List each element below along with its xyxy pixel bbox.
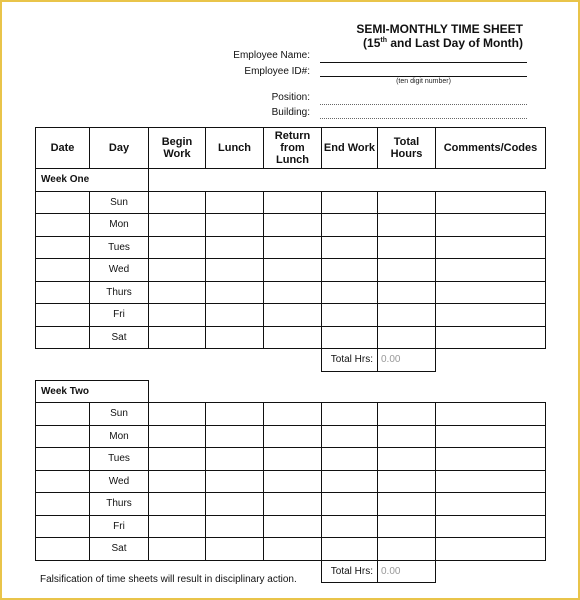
end-work-cell[interactable] — [322, 281, 378, 304]
total-hours-cell[interactable] — [378, 236, 436, 259]
total-hours-cell[interactable] — [378, 493, 436, 516]
total-hours-cell[interactable] — [378, 259, 436, 282]
total-hours-cell[interactable] — [378, 538, 436, 561]
employee-id-hint: (ten digit number) — [396, 78, 451, 85]
end-work-cell[interactable] — [322, 403, 378, 426]
return-from-lunch-cell[interactable] — [264, 304, 322, 327]
title-line-1: SEMI-MONTHLY TIME SHEET — [356, 22, 523, 36]
col-comments: Comments/Codes — [436, 128, 546, 169]
total-hours-cell[interactable] — [378, 281, 436, 304]
begin-work-cell[interactable] — [149, 403, 206, 426]
return-from-lunch-cell[interactable] — [264, 515, 322, 538]
day-label: Fri — [90, 304, 149, 327]
return-from-lunch-cell[interactable] — [264, 425, 322, 448]
total-hours-cell[interactable] — [378, 448, 436, 471]
lunch-cell[interactable] — [206, 493, 264, 516]
return-from-lunch-cell[interactable] — [264, 538, 322, 561]
date-cell[interactable] — [36, 448, 90, 471]
lunch-cell[interactable] — [206, 470, 264, 493]
total-hrs-label: Total Hrs: — [322, 349, 378, 372]
table-header-row — [36, 128, 546, 169]
week-label: Week One — [36, 169, 149, 192]
table-row — [36, 281, 546, 304]
total-hours-cell[interactable] — [378, 191, 436, 214]
comments-cell[interactable] — [436, 515, 546, 538]
end-work-cell[interactable] — [322, 470, 378, 493]
return-from-lunch-cell[interactable] — [264, 281, 322, 304]
week-label-spacer — [149, 380, 546, 403]
day-label: Tues — [90, 236, 149, 259]
col-end-work: End Work — [322, 128, 378, 169]
begin-work-cell[interactable] — [149, 304, 206, 327]
day-label: Wed — [90, 470, 149, 493]
table-row — [36, 538, 546, 561]
begin-work-cell[interactable] — [149, 281, 206, 304]
begin-work-cell[interactable] — [149, 259, 206, 282]
table-row — [36, 425, 546, 448]
date-cell[interactable] — [36, 191, 90, 214]
col-return-from-lunch: Return from Lunch — [264, 128, 322, 169]
comments-cell[interactable] — [436, 425, 546, 448]
comments-cell[interactable] — [436, 403, 546, 426]
table-row — [36, 236, 546, 259]
end-work-cell[interactable] — [322, 538, 378, 561]
end-work-cell[interactable] — [322, 214, 378, 237]
begin-work-cell[interactable] — [149, 214, 206, 237]
total-hours-cell[interactable] — [378, 470, 436, 493]
lunch-cell[interactable] — [206, 515, 264, 538]
col-day: Day — [90, 128, 149, 169]
return-from-lunch-cell[interactable] — [264, 259, 322, 282]
sheet-title — [356, 22, 523, 50]
title-line-2-pre: (15 — [363, 36, 381, 50]
day-label: Sat — [90, 538, 149, 561]
employee-name-field[interactable] — [320, 62, 527, 63]
begin-work-cell[interactable] — [149, 448, 206, 471]
date-cell[interactable] — [36, 281, 90, 304]
end-work-cell[interactable] — [322, 236, 378, 259]
totals-spacer-right — [436, 560, 546, 583]
day-label: Fri — [90, 515, 149, 538]
return-from-lunch-cell[interactable] — [264, 470, 322, 493]
date-cell[interactable] — [36, 236, 90, 259]
col-begin-work: Begin Work — [149, 128, 206, 169]
col-lunch: Lunch — [206, 128, 264, 169]
day-label: Thurs — [90, 493, 149, 516]
week-gap-row — [36, 371, 546, 380]
total-hours-cell[interactable] — [378, 425, 436, 448]
total-hours-cell[interactable] — [378, 304, 436, 327]
return-from-lunch-cell[interactable] — [264, 214, 322, 237]
employee-id-field[interactable] — [320, 76, 527, 77]
comments-cell[interactable] — [436, 304, 546, 327]
title-line-2 — [356, 36, 523, 50]
week-label-row — [36, 169, 546, 192]
comments-cell[interactable] — [436, 493, 546, 516]
end-work-cell[interactable] — [322, 448, 378, 471]
day-label: Mon — [90, 214, 149, 237]
begin-work-cell[interactable] — [149, 326, 206, 349]
lunch-cell[interactable] — [206, 448, 264, 471]
end-work-cell[interactable] — [322, 259, 378, 282]
day-label: Tues — [90, 448, 149, 471]
day-label: Sun — [90, 191, 149, 214]
week-label-row — [36, 380, 546, 403]
begin-work-cell[interactable] — [149, 191, 206, 214]
comments-cell[interactable] — [436, 236, 546, 259]
lunch-cell[interactable] — [206, 214, 264, 237]
date-cell[interactable] — [36, 493, 90, 516]
end-work-cell[interactable] — [322, 304, 378, 327]
end-work-cell[interactable] — [322, 493, 378, 516]
total-hrs-label: Total Hrs: — [322, 560, 378, 583]
table-row — [36, 493, 546, 516]
building-field[interactable] — [320, 118, 527, 119]
day-label: Thurs — [90, 281, 149, 304]
begin-work-cell[interactable] — [149, 515, 206, 538]
date-cell[interactable] — [36, 425, 90, 448]
comments-cell[interactable] — [436, 214, 546, 237]
day-label: Sat — [90, 326, 149, 349]
day-label: Sun — [90, 403, 149, 426]
time-sheet-table — [35, 127, 546, 583]
begin-work-cell[interactable] — [149, 538, 206, 561]
total-hours-cell[interactable] — [378, 515, 436, 538]
lunch-cell[interactable] — [206, 425, 264, 448]
totals-spacer-right — [436, 349, 546, 372]
comments-cell[interactable] — [436, 326, 546, 349]
title-line-2-post: and Last Day of Month) — [387, 36, 523, 50]
table-row — [36, 259, 546, 282]
date-cell[interactable] — [36, 304, 90, 327]
table-row — [36, 191, 546, 214]
total-hrs-value[interactable]: 0.00 — [378, 560, 436, 583]
week-label: Week Two — [36, 380, 149, 403]
total-hours-cell[interactable] — [378, 403, 436, 426]
date-cell[interactable] — [36, 326, 90, 349]
lunch-cell[interactable] — [206, 326, 264, 349]
return-from-lunch-cell[interactable] — [264, 448, 322, 471]
lunch-cell[interactable] — [206, 281, 264, 304]
end-work-cell[interactable] — [322, 515, 378, 538]
position-field[interactable] — [320, 104, 527, 105]
comments-cell[interactable] — [436, 281, 546, 304]
employee-name-label: Employee Name: — [233, 50, 310, 61]
lunch-cell[interactable] — [206, 236, 264, 259]
table-row — [36, 403, 546, 426]
lunch-cell[interactable] — [206, 304, 264, 327]
return-from-lunch-cell[interactable] — [264, 236, 322, 259]
return-from-lunch-cell[interactable] — [264, 493, 322, 516]
week-label-spacer — [149, 169, 546, 192]
begin-work-cell[interactable] — [149, 425, 206, 448]
lunch-cell[interactable] — [206, 259, 264, 282]
table-body — [36, 169, 546, 583]
date-cell[interactable] — [36, 515, 90, 538]
totals-spacer — [36, 349, 322, 372]
table-row — [36, 326, 546, 349]
comments-cell[interactable] — [436, 538, 546, 561]
col-total-hours: Total Hours — [378, 128, 436, 169]
end-work-cell[interactable] — [322, 425, 378, 448]
table-row — [36, 304, 546, 327]
date-cell[interactable] — [36, 214, 90, 237]
table-row — [36, 214, 546, 237]
comments-cell[interactable] — [436, 448, 546, 471]
comments-cell[interactable] — [436, 259, 546, 282]
day-label: Mon — [90, 425, 149, 448]
total-hours-cell[interactable] — [378, 326, 436, 349]
table-row — [36, 515, 546, 538]
lunch-cell[interactable] — [206, 403, 264, 426]
position-label: Position: — [271, 92, 310, 103]
date-cell[interactable] — [36, 259, 90, 282]
return-from-lunch-cell[interactable] — [264, 191, 322, 214]
table-row — [36, 470, 546, 493]
begin-work-cell[interactable] — [149, 470, 206, 493]
end-work-cell[interactable] — [322, 326, 378, 349]
week-gap — [36, 371, 546, 380]
building-label: Building: — [271, 107, 310, 118]
col-date: Date — [36, 128, 90, 169]
total-hours-cell[interactable] — [378, 214, 436, 237]
date-cell[interactable] — [36, 403, 90, 426]
begin-work-cell[interactable] — [149, 493, 206, 516]
comments-cell[interactable] — [436, 191, 546, 214]
title-line-2-sup: th — [380, 37, 387, 44]
begin-work-cell[interactable] — [149, 236, 206, 259]
day-label: Wed — [90, 259, 149, 282]
end-work-cell[interactable] — [322, 191, 378, 214]
return-from-lunch-cell[interactable] — [264, 326, 322, 349]
lunch-cell[interactable] — [206, 191, 264, 214]
totals-row — [36, 349, 546, 372]
total-hrs-value[interactable]: 0.00 — [378, 349, 436, 372]
comments-cell[interactable] — [436, 470, 546, 493]
lunch-cell[interactable] — [206, 538, 264, 561]
date-cell[interactable] — [36, 470, 90, 493]
employee-id-label: Employee ID#: — [244, 66, 310, 77]
disciplinary-note: Falsification of time sheets will result in disciplinary action. — [40, 574, 297, 585]
return-from-lunch-cell[interactable] — [264, 403, 322, 426]
date-cell[interactable] — [36, 538, 90, 561]
table-row — [36, 448, 546, 471]
